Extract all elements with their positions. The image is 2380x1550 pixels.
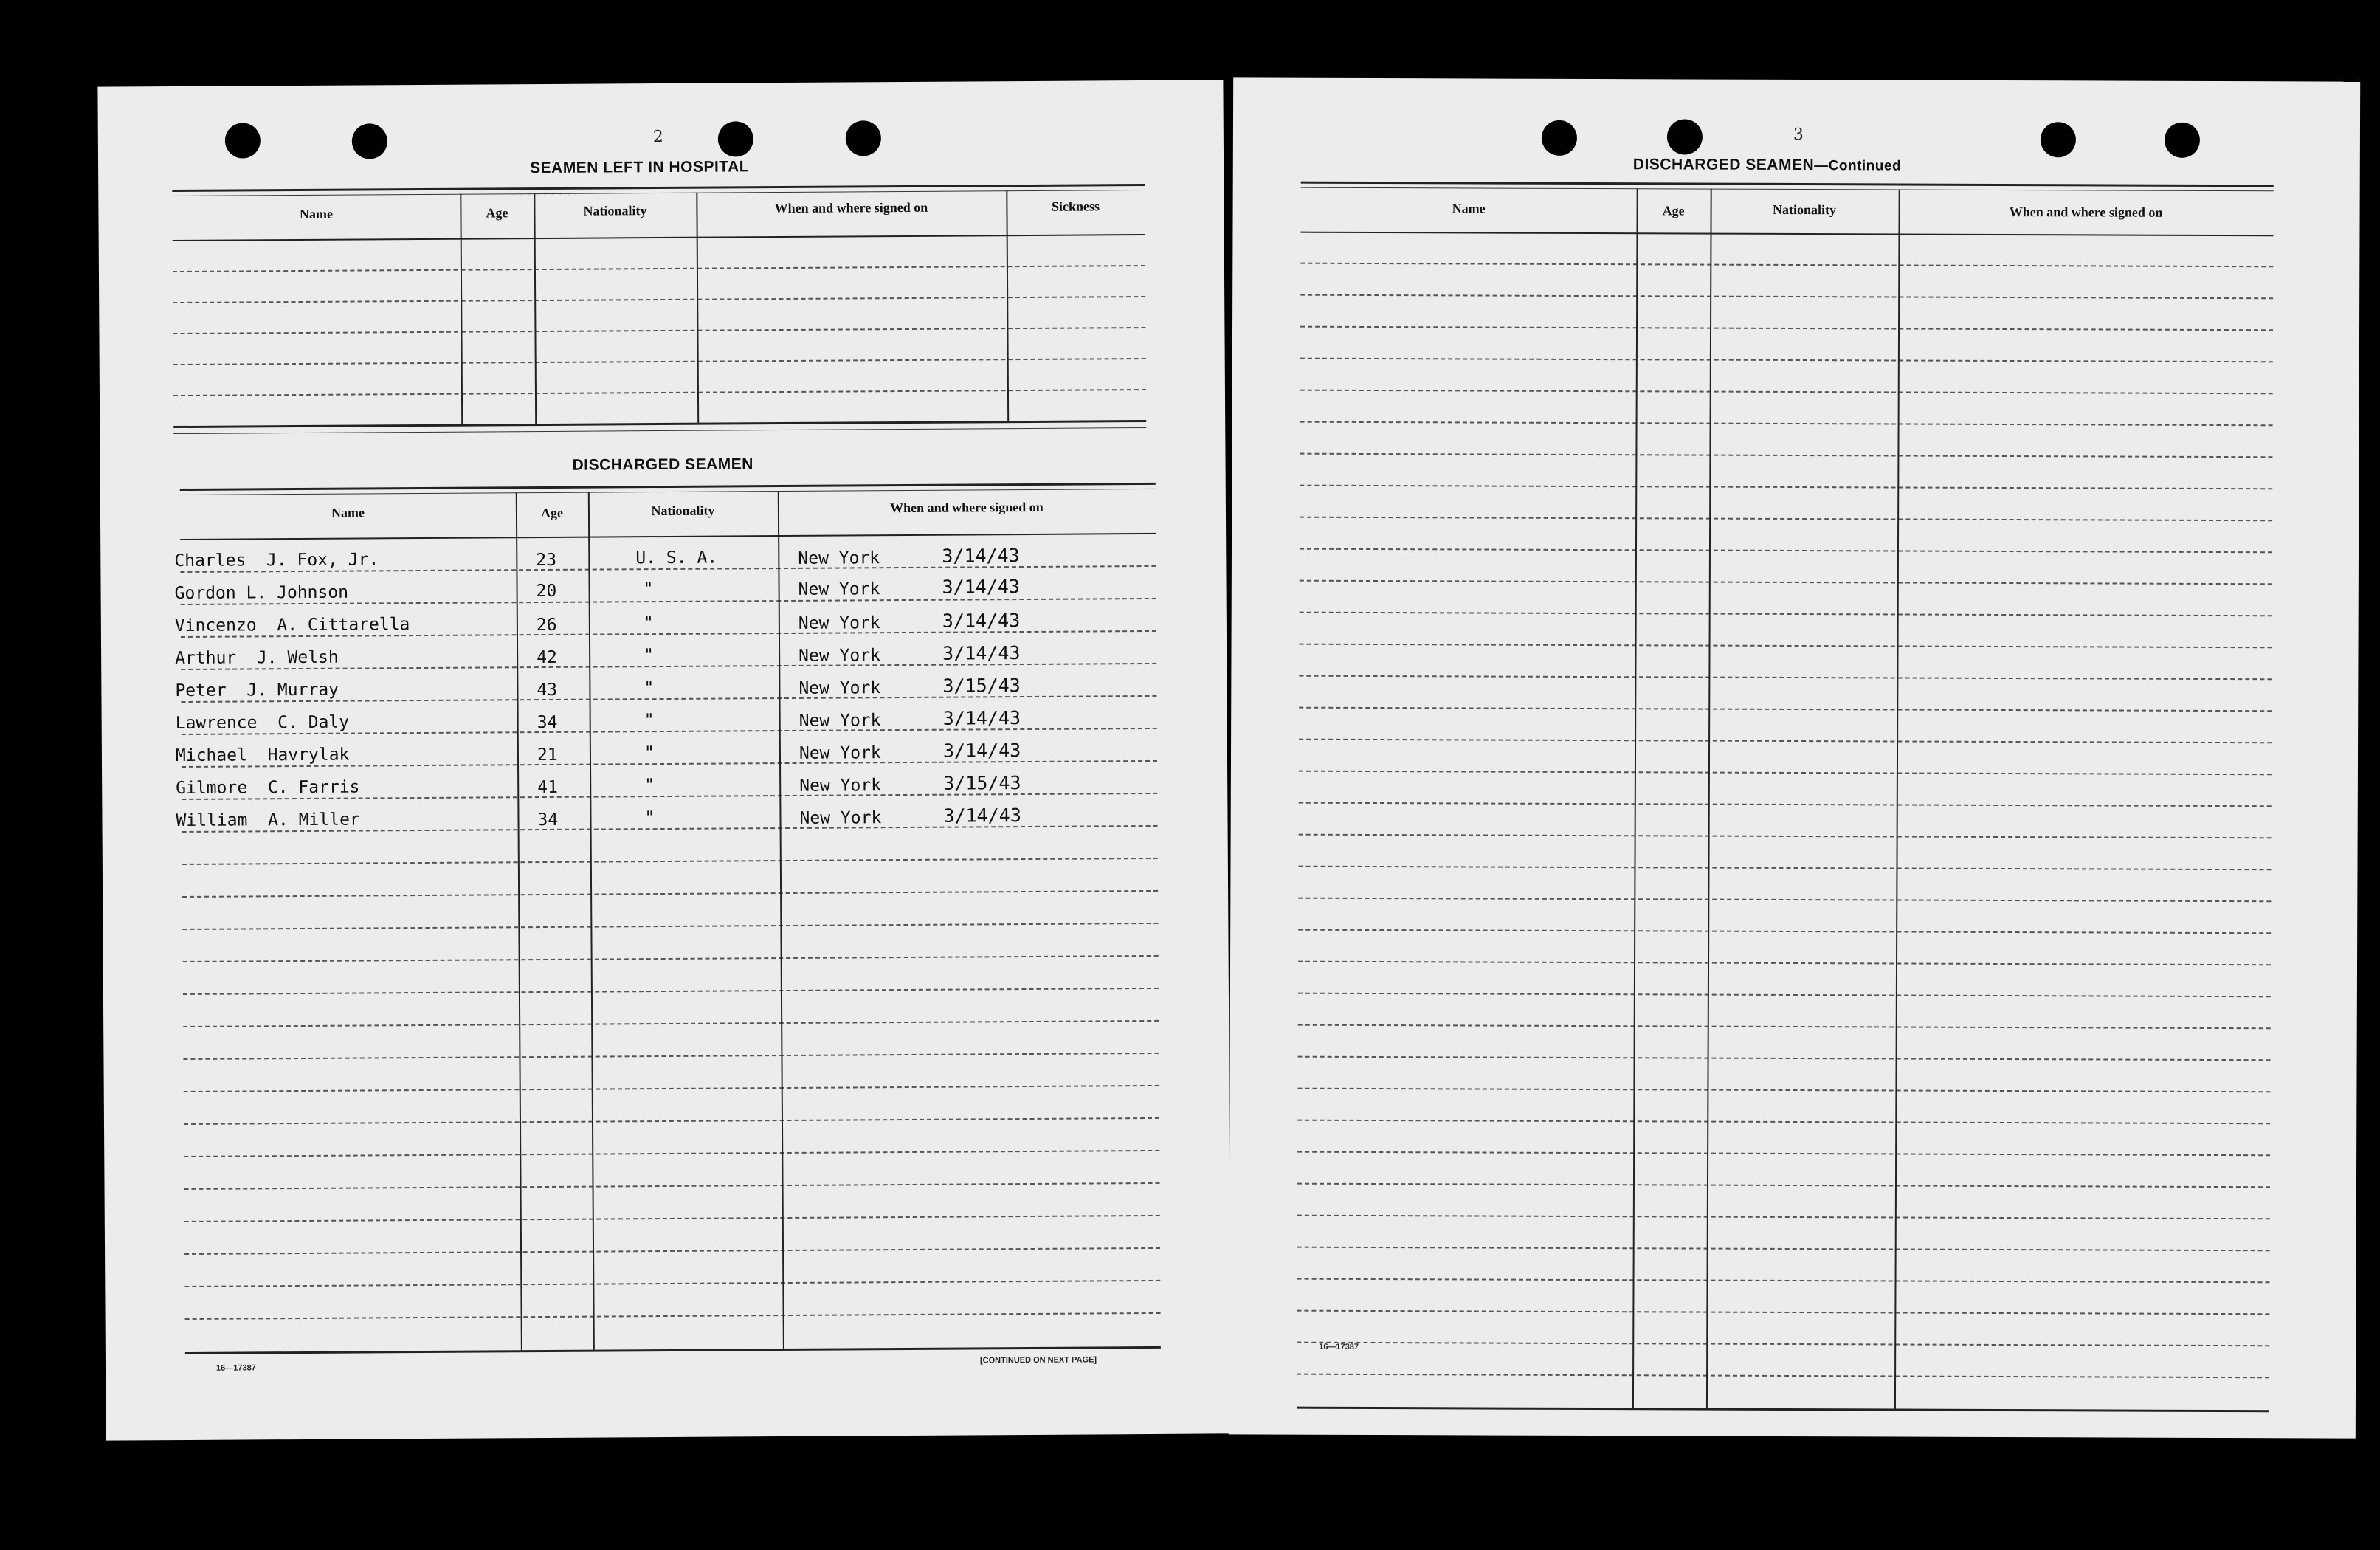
hospital-header-nationality: Nationality: [583, 203, 647, 218]
signed-on-place: New York: [798, 613, 880, 633]
page-number: 3: [1793, 125, 1804, 145]
discharged-header-age: Age: [540, 505, 564, 521]
signed-on-place: New York: [798, 711, 881, 731]
signed-on-place: New York: [798, 743, 881, 763]
seaman-nationality: U. S. A.: [635, 548, 718, 568]
punch-hole: [225, 123, 261, 158]
continued-header-age: Age: [1662, 203, 1685, 218]
seaman-nationality: ": [644, 678, 655, 698]
signed-on-place: New York: [798, 548, 880, 568]
seaman-age: 34: [537, 810, 559, 830]
hospital-header-signed-on: When and where signed on: [774, 199, 928, 216]
seaman-name: Peter J. Murray: [175, 680, 339, 701]
seaman-age: 23: [536, 550, 557, 571]
seaman-name: Michael Havrylak: [175, 745, 350, 766]
continued-header-signed-on: When and where signed on: [2009, 204, 2163, 220]
bleed-through-text: · · · · · · · · ·: [511, 187, 579, 203]
seaman-age: 34: [537, 712, 558, 733]
seaman-nationality: ": [644, 711, 655, 731]
hospital-header-sickness: Sickness: [1051, 199, 1100, 214]
hospital-section-title: SEAMEN LEFT IN HOSPITAL: [530, 158, 750, 177]
punch-hole: [718, 121, 753, 156]
discharged-continued-table: [1297, 182, 2274, 1425]
discharged-header-nationality: Nationality: [651, 503, 715, 519]
seaman-age: 43: [537, 680, 558, 700]
continued-header-nationality: Nationality: [1773, 202, 1837, 218]
punch-hole: [352, 123, 387, 159]
hospital-header-age: Age: [486, 205, 508, 221]
seaman-nationality: ": [644, 646, 655, 666]
seaman-age: 41: [537, 777, 559, 798]
signed-on-date: 3/14/43: [942, 707, 1021, 729]
hospital-header-name: Name: [299, 206, 334, 222]
punch-hole: [1542, 120, 1577, 156]
seaman-nationality: ": [644, 743, 655, 763]
left-page: [97, 80, 1231, 1440]
signed-on-place: New York: [798, 646, 880, 666]
right-title-suffix: —Continued: [1814, 158, 1902, 174]
signed-on-place: New York: [798, 678, 881, 698]
signed-on-date: 3/14/43: [942, 642, 1021, 664]
seaman-age: 20: [536, 581, 557, 602]
signed-on-date: 3/14/43: [942, 576, 1021, 598]
right-page: [1229, 78, 2360, 1438]
right-section-title: [1633, 156, 1901, 174]
signed-on-date: 3/14/43: [943, 805, 1021, 827]
seaman-age: 21: [537, 745, 558, 765]
punch-hole: [2041, 122, 2076, 157]
continued-note: [CONTINUED ON NEXT PAGE]: [979, 1355, 1097, 1365]
seaman-name: Lawrence C. Daly: [175, 712, 350, 734]
discharged-section-title: DISCHARGED SEAMEN: [572, 455, 753, 474]
seaman-name: Arthur J. Welsh: [175, 647, 339, 669]
signed-on-date: 3/14/43: [942, 545, 1020, 567]
punch-hole: [2165, 123, 2200, 158]
signed-on-date: 3/14/43: [942, 740, 1021, 762]
discharged-header-signed-on: When and where signed on: [889, 499, 1044, 516]
signed-on-date: 3/14/43: [942, 610, 1021, 632]
seaman-age: 42: [537, 647, 557, 668]
seaman-name: Charles J. Fox, Jr.: [174, 550, 379, 571]
punch-hole: [1667, 119, 1703, 154]
continued-header-name: Name: [1452, 201, 1486, 216]
seaman-name: Gilmore C. Farris: [176, 777, 360, 799]
signed-on-place: New York: [799, 808, 882, 828]
seaman-nationality: ": [643, 579, 654, 599]
page-number: 2: [652, 127, 663, 147]
seaman-age: 26: [536, 615, 557, 636]
punch-hole: [846, 120, 881, 156]
form-number: 16—17387: [1319, 1342, 1359, 1351]
seaman-name: William A. Miller: [176, 810, 360, 831]
right-title-main: DISCHARGED SEAMEN: [1632, 156, 1815, 174]
seaman-nationality: ": [644, 808, 655, 828]
signed-on-date: 3/15/43: [942, 675, 1021, 697]
discharged-header-name: Name: [331, 505, 365, 520]
signed-on-date: 3/15/43: [943, 772, 1021, 794]
seaman-nationality: ": [643, 613, 654, 633]
seaman-nationality: ": [644, 776, 655, 796]
seaman-name: Vincenzo A. Cittarella: [174, 615, 410, 636]
seaman-name: Gordon L. Johnson: [174, 582, 349, 604]
signed-on-place: New York: [799, 776, 882, 796]
signed-on-place: New York: [798, 579, 880, 599]
form-number: 16—17387: [215, 1363, 256, 1373]
